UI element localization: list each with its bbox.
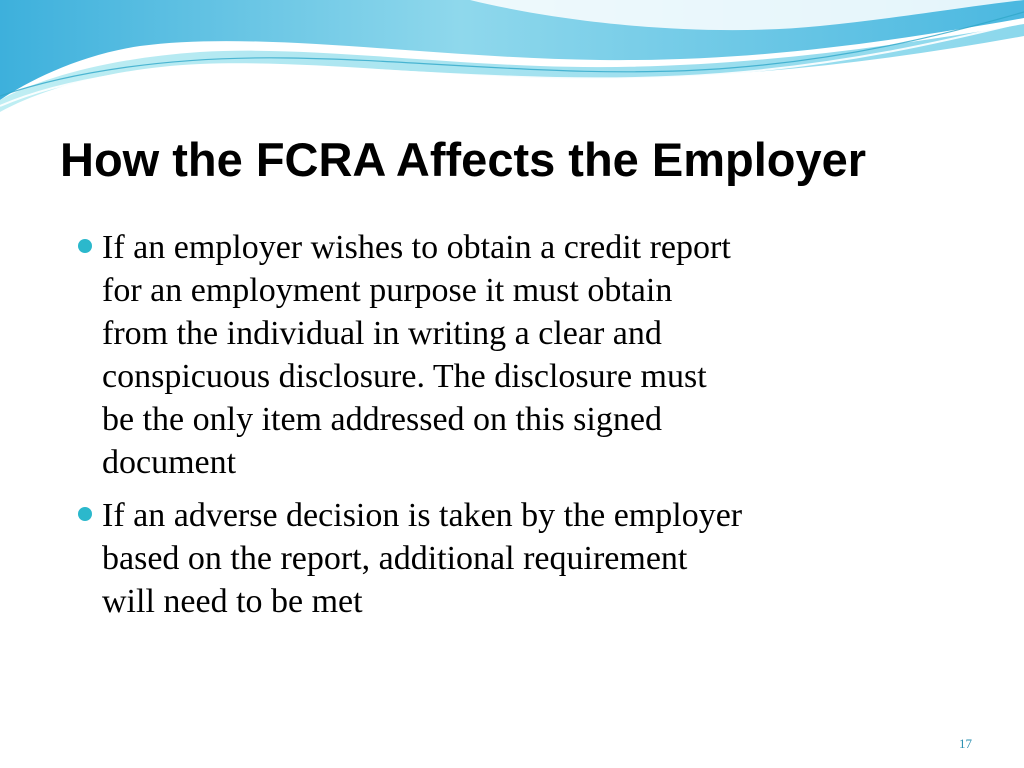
bullet-item — [74, 226, 904, 484]
bullet-list — [74, 226, 904, 633]
bullet-item — [74, 494, 904, 623]
bullet-dot-icon — [78, 239, 92, 253]
slide-title: How the FCRA Affects the Employer — [60, 133, 867, 186]
slide-number: 17 — [959, 736, 972, 751]
bullet-dot-icon — [78, 507, 92, 521]
bullet-text: If an adverse decision is taken by the employer based on the report, additional requirement will need to be met — [102, 497, 743, 620]
decorative-wave-header — [0, 0, 1024, 130]
bullet-text: If an employer wishes to obtain a credit report for an employment purpose it must obtain from the individual in writing a clear and conspicuous disclosure. The disclosure must be the only item addressed on this signed document — [102, 229, 731, 481]
